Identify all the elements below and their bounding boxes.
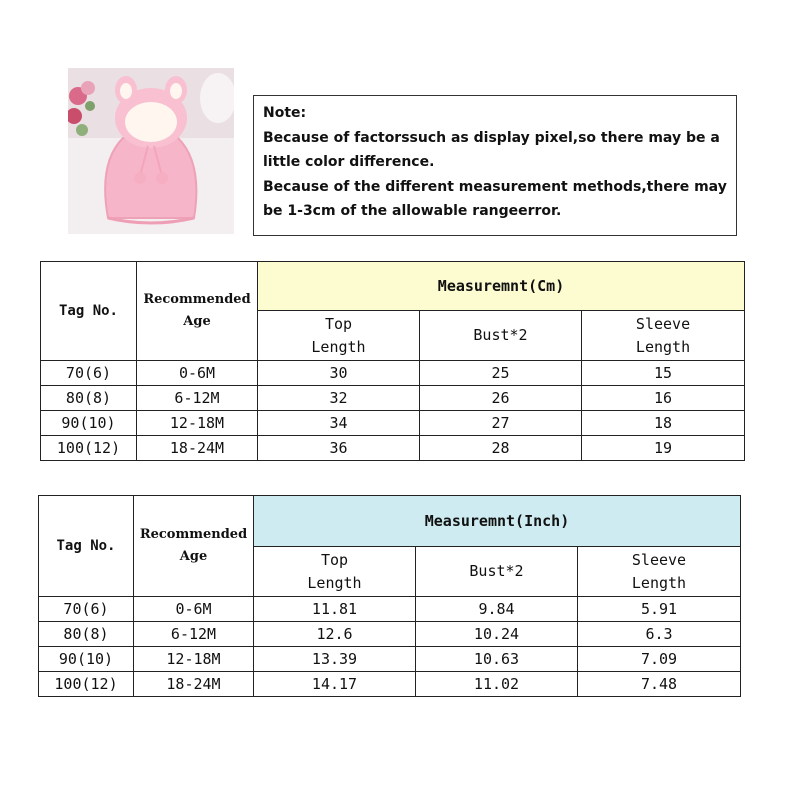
cell-sleeve-length: 19: [582, 436, 745, 461]
cell-tag: 70(6): [39, 597, 134, 622]
cell-age: 0-6M: [134, 597, 254, 622]
cell-bust: 27: [420, 411, 582, 436]
cell-tag: 80(8): [39, 622, 134, 647]
cell-top-length: 12.6: [254, 622, 416, 647]
table-row: [39, 622, 741, 647]
header-top-length-line: Length: [311, 337, 366, 356]
cell-top-length: 13.39: [254, 647, 416, 672]
header-sleeve-length: [582, 311, 745, 361]
cell-age: 12-18M: [134, 647, 254, 672]
cell-sleeve-length: 5.91: [578, 597, 741, 622]
cell-tag: 80(8): [41, 386, 137, 411]
header-sleeve-line: Length: [635, 337, 691, 356]
header-recommended-age: [137, 262, 258, 361]
cell-top-length: 36: [258, 436, 420, 461]
note-line: little color difference.: [263, 154, 435, 170]
table-row: [41, 436, 745, 461]
cell-tag: 100(12): [41, 436, 137, 461]
header-sleeve-line: Length: [631, 573, 687, 592]
pink-cape-image: [68, 68, 234, 234]
header-top-length-line: Top: [320, 550, 349, 569]
cell-tag: 70(6): [41, 361, 137, 386]
size-table-inch: [38, 495, 741, 697]
cell-top-length: 11.81: [254, 597, 416, 622]
table-row: [39, 597, 741, 622]
header-top-length: [258, 311, 420, 361]
header-bust: [420, 311, 582, 361]
header-top-length: [254, 547, 416, 597]
cell-bust: 26: [420, 386, 582, 411]
cell-sleeve-length: 15: [582, 361, 745, 386]
cell-tag: 90(10): [39, 647, 134, 672]
note-box: [253, 95, 737, 236]
cell-age: 0-6M: [137, 361, 258, 386]
cell-bust: 11.02: [416, 672, 578, 697]
table-row: [41, 361, 745, 386]
cell-top-length: 14.17: [254, 672, 416, 697]
cape-shape: [105, 76, 196, 223]
header-sleeve-length: [578, 547, 741, 597]
header-sleeve-line: Sleeve: [631, 550, 687, 569]
table-row: [41, 411, 745, 436]
note-line: Note:: [263, 105, 307, 121]
cell-tag: 90(10): [41, 411, 137, 436]
cell-top-length: 32: [258, 386, 420, 411]
cell-sleeve-length: 6.3: [578, 622, 741, 647]
size-table-cm: [40, 261, 745, 461]
cell-bust: 25: [420, 361, 582, 386]
header-top-length-line: Top: [324, 314, 353, 333]
cell-sleeve-length: 7.09: [578, 647, 741, 672]
header-age-line: Recommended: [143, 292, 251, 307]
cell-age: 12-18M: [137, 411, 258, 436]
header-bust: [416, 547, 578, 597]
header-measurement-cm: Measuremnt(Cm): [258, 262, 745, 311]
table-row: [39, 647, 741, 672]
header-age-line: Recommended: [139, 527, 248, 542]
table-row: [39, 672, 741, 697]
note-line: be 1-3cm of the allowable rangeerror.: [263, 203, 562, 219]
cell-age: 6-12M: [137, 386, 258, 411]
header-measurement-inch: Measuremnt(Inch): [254, 496, 741, 547]
header-sleeve-line: Sleeve: [635, 314, 691, 333]
header-top-length-line: Length: [307, 573, 362, 592]
header-recommended-age: [134, 496, 254, 597]
cell-bust: 10.24: [416, 622, 578, 647]
cell-age: 18-24M: [137, 436, 258, 461]
header-tag-no: Tag No.: [39, 496, 134, 597]
header-bust-line: Bust*2: [473, 326, 528, 344]
cell-sleeve-length: 16: [582, 386, 745, 411]
cell-age: 18-24M: [134, 672, 254, 697]
note-line: Because of the different measurement methods,there may: [263, 178, 727, 195]
product-photo: [68, 68, 234, 234]
header-tag-no: Tag No.: [41, 262, 137, 361]
cell-bust: 9.84: [416, 597, 578, 622]
cell-bust: 10.63: [416, 647, 578, 672]
cell-sleeve-length: 7.48: [578, 672, 741, 697]
cell-bust: 28: [420, 436, 582, 461]
header-bust-line: Bust*2: [469, 562, 524, 580]
header-age-line: Age: [179, 549, 208, 564]
cell-age: 6-12M: [134, 622, 254, 647]
cell-top-length: 30: [258, 361, 420, 386]
header-age-line: Age: [183, 314, 211, 329]
note-line: Because of factorssuch as display pixel,so there may be a: [263, 129, 720, 146]
cell-sleeve-length: 18: [582, 411, 745, 436]
cell-tag: 100(12): [39, 672, 134, 697]
table-row: [41, 386, 745, 411]
cell-top-length: 34: [258, 411, 420, 436]
